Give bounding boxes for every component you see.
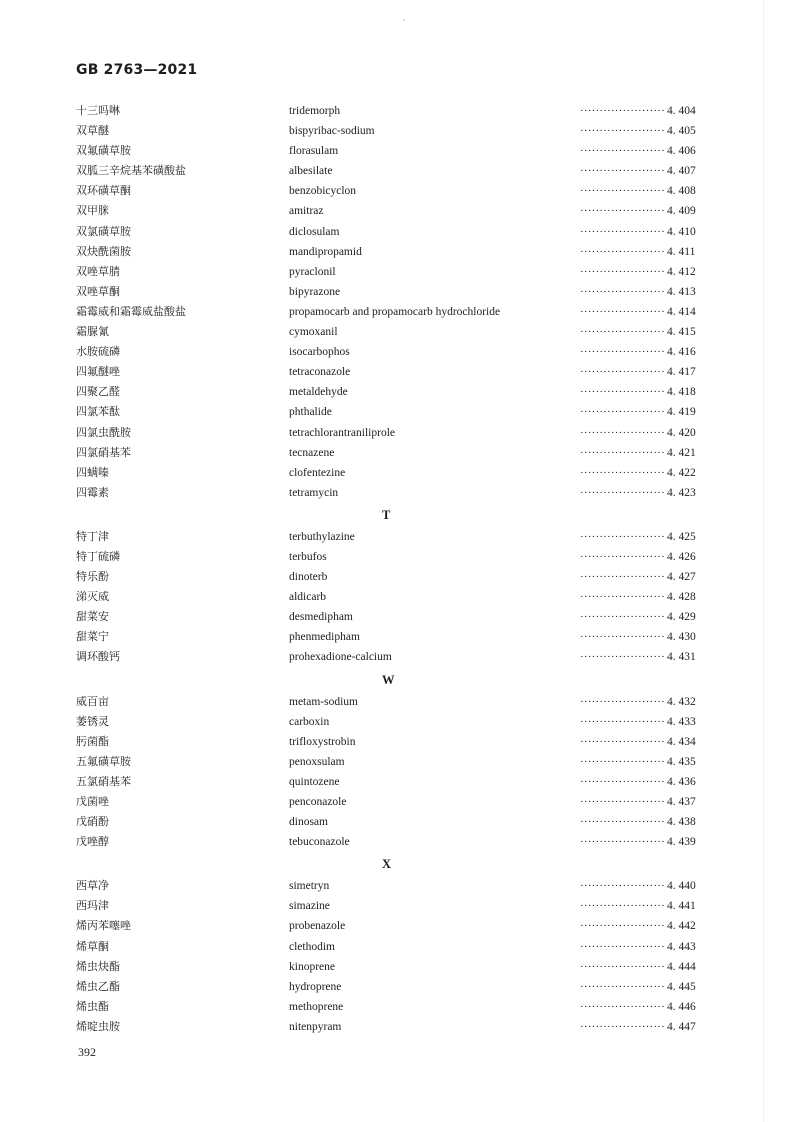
leader-dots: ······················ (580, 486, 665, 499)
index-entry (0, 937, 793, 957)
index-entry (0, 1017, 793, 1037)
index-entry (0, 302, 793, 322)
english-name: propamocarb and propamocarb hydrochloride (289, 305, 501, 318)
english-name: tridemorph (289, 105, 341, 117)
standard-code-header: GB 2763—2021 (76, 62, 198, 78)
clause-reference: 4. 409 (667, 205, 696, 218)
english-name: tetrachlorantraniliprole (289, 426, 396, 439)
english-name: nitenpyram (289, 1020, 342, 1033)
leader-dots: ······················ (580, 651, 665, 664)
leader-dots: ······················ (580, 105, 665, 117)
leader-dots: ······················ (580, 960, 665, 973)
section-letter-label: T (382, 507, 391, 522)
english-name: terbufos (289, 550, 327, 563)
english-name: terbuthylazine (289, 530, 355, 543)
index-entry (0, 201, 793, 221)
english-name: quintozene (289, 775, 340, 788)
chinese-name: 四霉素 (76, 485, 109, 499)
section-letter-t (0, 503, 793, 527)
leader-dots: ······················ (580, 880, 665, 893)
leader-dots: ······················ (580, 796, 665, 808)
index-entry (0, 647, 793, 667)
index-entry (0, 463, 793, 483)
english-name: dinoterb (289, 571, 328, 584)
index-entry (0, 282, 793, 302)
clause-reference: 4. 420 (667, 426, 696, 439)
leader-dots: ······················ (580, 836, 665, 849)
leader-dots: ······················ (580, 550, 665, 563)
index-entry (0, 547, 793, 567)
index-entry (0, 342, 793, 362)
chinese-name: 十三吗啉 (76, 104, 120, 117)
leader-dots: ······················ (580, 900, 665, 913)
clause-reference: 4. 422 (667, 466, 696, 479)
english-name: tecnazene (289, 446, 335, 459)
chinese-name: 双唑草酮 (76, 284, 120, 298)
english-name: bipyrazone (289, 285, 341, 298)
clause-reference: 4. 437 (667, 796, 696, 808)
clause-reference: 4. 443 (667, 940, 696, 953)
chinese-name: 特乐酚 (76, 570, 109, 584)
leader-dots: ······················ (580, 591, 665, 604)
english-name: pyraclonil (289, 265, 336, 278)
chinese-name: 萎锈灵 (76, 714, 109, 728)
leader-dots: ······················ (580, 265, 665, 278)
leader-dots: ······················ (580, 346, 665, 359)
clause-reference: 4. 447 (667, 1020, 696, 1033)
index-entry (0, 161, 793, 181)
clause-reference: 4. 419 (667, 406, 696, 419)
chinese-name: 西草净 (76, 879, 109, 893)
clause-reference: 4. 412 (667, 265, 696, 278)
index-entry (0, 692, 793, 712)
english-name: trifloxystrobin (289, 735, 356, 748)
english-name: dinosam (289, 816, 328, 829)
index-entry (0, 627, 793, 647)
index-entry (0, 262, 793, 282)
clause-reference: 4. 413 (667, 285, 696, 298)
clause-reference: 4. 425 (667, 530, 696, 543)
leader-dots: ······················ (580, 305, 665, 318)
clause-reference: 4. 418 (667, 386, 696, 399)
chinese-name: 四聚乙醛 (76, 385, 120, 399)
leader-dots: ······················ (580, 695, 665, 708)
clause-reference: 4. 415 (667, 326, 696, 339)
index-entry (0, 712, 793, 732)
leader-dots: ······················ (580, 611, 665, 624)
chinese-name: 烯草酮 (76, 939, 109, 953)
section-letter-label: X (382, 857, 392, 872)
leader-dots: ······················ (580, 446, 665, 459)
index-entry (0, 141, 793, 161)
leader-dots: ······················ (580, 326, 665, 339)
clause-reference: 4. 444 (667, 960, 696, 973)
chinese-name: 涕灭威 (76, 590, 109, 604)
english-name: carboxin (289, 715, 330, 728)
leader-dots: ······················ (580, 145, 665, 158)
english-name: clethodim (289, 940, 335, 953)
index-entry (0, 527, 793, 547)
chinese-name: 烯啶虫胺 (76, 1019, 120, 1033)
chinese-name: 四螨嗪 (76, 465, 109, 479)
index-entry (0, 957, 793, 977)
chinese-name: 四氯虫酰胺 (76, 425, 131, 439)
leader-dots: ······················ (580, 125, 665, 138)
clause-reference: 4. 423 (667, 486, 696, 499)
chinese-name: 霜霉威和霜霉威盐酸盐 (76, 304, 186, 318)
leader-dots: ······················ (580, 920, 665, 933)
chinese-name: 西玛津 (76, 899, 109, 913)
leader-dots: ······················ (580, 775, 665, 788)
leader-dots: ······················ (580, 980, 665, 993)
clause-reference: 4. 435 (667, 755, 696, 768)
english-name: metaldehyde (289, 386, 348, 399)
leader-dots: ······················ (580, 205, 665, 218)
chinese-name: 双氯磺草胺 (76, 224, 131, 238)
index-entry (0, 876, 793, 896)
clause-reference: 4. 406 (667, 145, 696, 158)
section-letter-w (0, 668, 793, 692)
index-entry (0, 977, 793, 997)
index-entry (0, 483, 793, 503)
index-entry (0, 322, 793, 342)
clause-reference: 4. 441 (667, 900, 696, 913)
english-name: florasulam (289, 145, 339, 158)
leader-dots: ······················ (580, 940, 665, 953)
chinese-name: 特丁津 (76, 529, 109, 543)
leader-dots: ······················ (580, 426, 665, 439)
clause-reference: 4. 446 (667, 1000, 696, 1013)
chinese-name: 双草醚 (76, 124, 109, 138)
index-entry (0, 752, 793, 772)
clause-reference: 4. 416 (667, 346, 696, 359)
english-name: methoprene (289, 1000, 344, 1013)
english-name: isocarbophos (289, 346, 350, 359)
leader-dots: ······················ (580, 466, 665, 479)
index-entry (0, 567, 793, 587)
english-name: penoxsulam (289, 755, 345, 768)
index-entry (0, 222, 793, 242)
index-entry (0, 443, 793, 463)
clause-reference: 4. 427 (667, 571, 696, 584)
english-name: cymoxanil (289, 326, 338, 339)
index-entry (0, 242, 793, 262)
leader-dots: ······················ (580, 366, 665, 379)
chinese-name: 双炔酰菌胺 (76, 244, 131, 258)
clause-reference: 4. 430 (667, 631, 696, 644)
clause-reference: 4. 431 (667, 651, 696, 664)
index-entry (0, 607, 793, 627)
index-entry (0, 792, 793, 812)
english-name: tetraconazole (289, 366, 351, 379)
leader-dots: ······················ (580, 185, 665, 198)
index-entry (0, 832, 793, 852)
index-entry (0, 121, 793, 141)
chinese-name: 烯虫乙酯 (76, 979, 120, 993)
leader-dots: ······················ (580, 755, 665, 768)
chinese-name: 烯虫酯 (76, 999, 109, 1013)
english-name: bispyribac-sodium (289, 125, 375, 138)
chinese-name: 威百亩 (76, 694, 109, 708)
index-entry (0, 732, 793, 752)
chinese-name: 双甲脒 (76, 204, 109, 218)
leader-dots: ······················ (580, 386, 665, 399)
english-name: simetryn (289, 880, 330, 893)
english-name: metam-sodium (289, 695, 358, 708)
clause-reference: 4. 436 (667, 775, 696, 788)
page-number: 392 (78, 1045, 96, 1059)
chinese-name: 戊唑醇 (76, 835, 109, 849)
leader-dots: ······················ (580, 285, 665, 298)
clause-reference: 4. 407 (667, 165, 696, 178)
clause-reference: 4. 428 (667, 591, 696, 604)
chinese-name: 甜菜宁 (76, 630, 109, 644)
leader-dots: ······················ (580, 1020, 665, 1033)
clause-reference: 4. 440 (667, 880, 696, 893)
index-entry (0, 181, 793, 201)
leader-dots: ······················ (580, 245, 665, 258)
chinese-name: 双环磺草酮 (76, 184, 131, 198)
english-name: desmedipham (289, 611, 353, 624)
english-name: amitraz (289, 205, 324, 218)
leader-dots: ······················ (580, 406, 665, 419)
chinese-name: 五氯硝基苯 (76, 774, 131, 788)
index-entry (0, 101, 793, 121)
chinese-name: 烯虫炔酯 (76, 959, 120, 973)
index-entry (0, 587, 793, 607)
chinese-name: 双唑草腈 (76, 264, 120, 278)
leader-dots: ······················ (580, 1000, 665, 1013)
index-entry (0, 382, 793, 402)
english-name: penconazole (289, 796, 347, 808)
chinese-name: 烯丙苯噻唑 (76, 919, 131, 933)
clause-reference: 4. 408 (667, 185, 696, 198)
english-name: clofentezine (289, 466, 346, 479)
chinese-name: 双氟磺草胺 (76, 144, 131, 158)
chinese-name: 四氟醚唑 (76, 365, 120, 379)
clause-reference: 4. 442 (667, 920, 696, 933)
clause-reference: 4. 434 (667, 735, 696, 748)
english-name: mandipropamid (289, 245, 362, 258)
clause-reference: 4. 433 (667, 715, 696, 728)
clause-reference: 4. 405 (667, 125, 696, 138)
clause-reference: 4. 414 (667, 305, 696, 318)
chinese-name: 戊硝酚 (76, 815, 109, 829)
chinese-name: 戊菌唑 (76, 795, 109, 808)
english-name: phenmedipham (289, 631, 360, 644)
index-entry (0, 772, 793, 792)
index-entry (0, 812, 793, 832)
clause-reference: 4. 438 (667, 816, 696, 829)
section-letter-x (0, 852, 793, 876)
chinese-name: 五氟磺草胺 (76, 754, 131, 768)
clause-reference: 4. 439 (667, 836, 696, 849)
english-name: hydroprene (289, 980, 342, 993)
chinese-name: 四氯苯酞 (76, 405, 120, 419)
english-name: tetramycin (289, 486, 339, 499)
chinese-name: 肟菌酯 (76, 734, 109, 748)
section-letter-label: W (382, 672, 395, 687)
english-name: prohexadione-calcium (289, 651, 392, 664)
english-name: aldicarb (289, 591, 327, 604)
leader-dots: ······················ (580, 225, 665, 238)
leader-dots: ······················ (580, 165, 665, 178)
index-entry (0, 997, 793, 1017)
english-name: diclosulam (289, 225, 340, 238)
chinese-name: 四氯硝基苯 (76, 445, 131, 459)
index-entry (0, 916, 793, 936)
clause-reference: 4. 429 (667, 611, 696, 624)
chinese-name: 霜脲氰 (76, 325, 109, 339)
chinese-name: 调环酸钙 (76, 650, 120, 664)
clause-reference: 4. 417 (667, 366, 696, 379)
english-name: kinoprene (289, 960, 335, 973)
leader-dots: ······················ (580, 715, 665, 728)
chinese-name: 双胍三辛烷基苯磺酸盐 (76, 164, 186, 178)
english-name: simazine (289, 900, 330, 913)
scan-edge (763, 0, 764, 1122)
chemical-name-index (0, 101, 793, 1037)
chinese-name: 特丁硫磷 (76, 549, 120, 563)
english-name: tebuconazole (289, 836, 350, 849)
leader-dots: ······················ (580, 816, 665, 829)
chinese-name: 水胺硫磷 (76, 345, 120, 359)
scan-mark: · (403, 16, 406, 25)
english-name: phthalide (289, 406, 332, 419)
leader-dots: ······················ (580, 571, 665, 584)
english-name: probenazole (289, 920, 346, 933)
clause-reference: 4. 445 (667, 980, 696, 993)
clause-reference: 4. 426 (667, 550, 696, 563)
english-name: albesilate (289, 165, 333, 178)
clause-reference: 4. 411 (667, 245, 696, 258)
index-entry (0, 896, 793, 916)
clause-reference: 4. 421 (667, 446, 696, 459)
leader-dots: ······················ (580, 735, 665, 748)
clause-reference: 4. 432 (667, 695, 696, 708)
index-entry (0, 423, 793, 443)
chinese-name: 甜菜安 (76, 610, 109, 624)
english-name: benzobicyclon (289, 185, 357, 198)
index-entry (0, 362, 793, 382)
clause-reference: 4. 404 (667, 105, 696, 117)
leader-dots: ······················ (580, 530, 665, 543)
clause-reference: 4. 410 (667, 225, 696, 238)
index-entry (0, 402, 793, 422)
leader-dots: ······················ (580, 631, 665, 644)
